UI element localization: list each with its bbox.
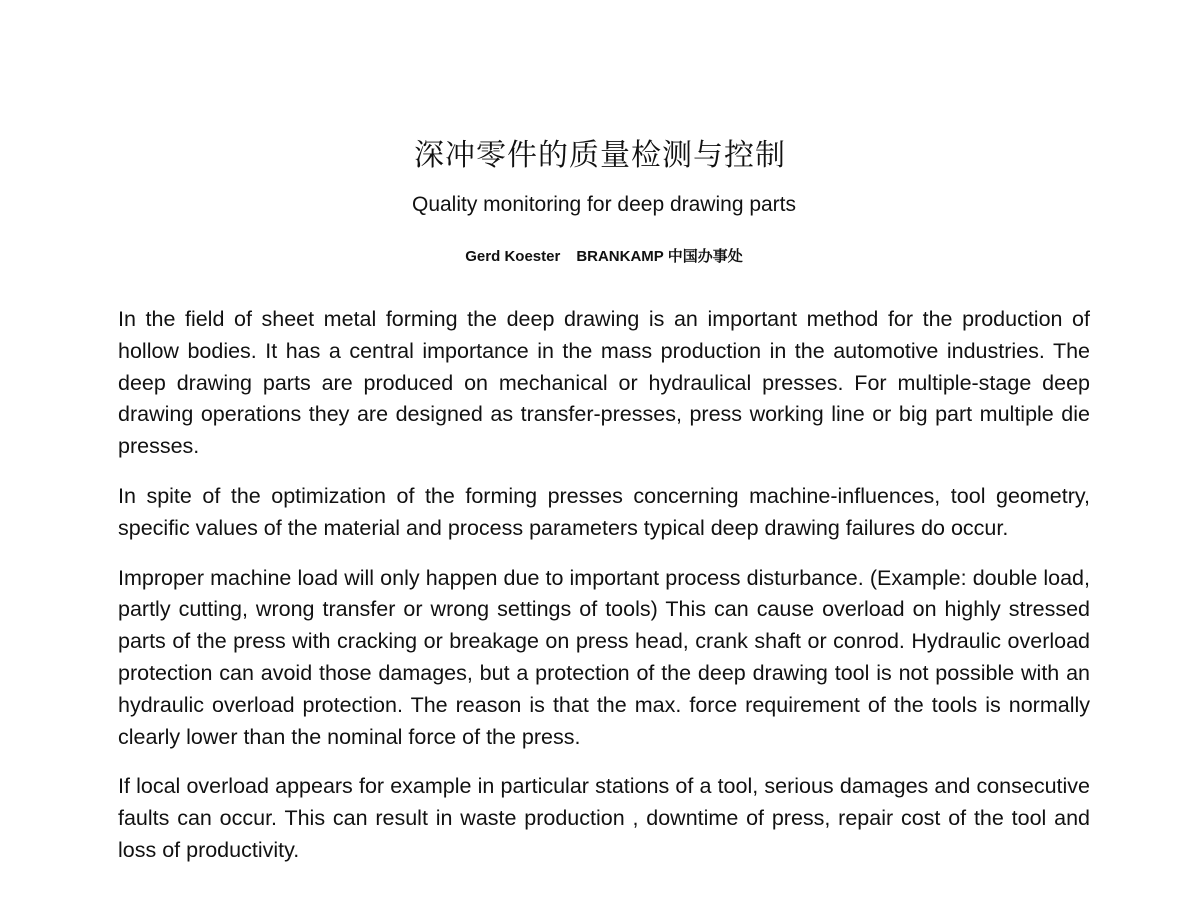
body-text (118, 304, 1090, 885)
author-name: Gerd Koester (465, 248, 561, 265)
paragraph-local-overload: If local overload appears for example in particular stations of a tool, serious damages and consecutive faults can occur. This can result in waste production , downtime of press, repair cost of the tool and loss of productivity. (118, 774, 1090, 862)
title-english: Quality monitoring for deep drawing parts (411, 193, 797, 216)
author-organization: BRANKAMP 中国办事处 (576, 248, 743, 265)
paragraph-intro: In the field of sheet metal forming the deep drawing is an important method for the production of hollow bodies. It has a central importance in the mass production in the automotive industries. The deep drawing parts are produced on mechanical or hydraulical presses. For multiple-stage deep drawing operations they are designed as transfer-presses, press working line or big part multiple die presses. (118, 307, 1090, 459)
paragraph-overload: Improper machine load will only happen due to important process disturbance. (Example: double load, partly cutting, wrong transfer or wrong settings of tools) This can cause overload on highly stressed parts of the press with cracking or breakage on press head, crank shaft or conrod. Hydraulic overload protection can avoid those damages, but a protection of the deep drawing tool is not possible with an hydraulic overload protection. The reason is that the max. force requirement of the tools is normally clearly lower than the nominal force of the press. (118, 565, 1090, 749)
title-chinese: 深冲零件的质量检测与控制 (414, 138, 786, 173)
paragraph-failures: In spite of the optimization of the forming presses concerning machine-influences, tool geometry, specific values of the material and process parameters typical deep drawing failures do occur. (118, 483, 1090, 540)
author-line (0, 244, 1200, 270)
